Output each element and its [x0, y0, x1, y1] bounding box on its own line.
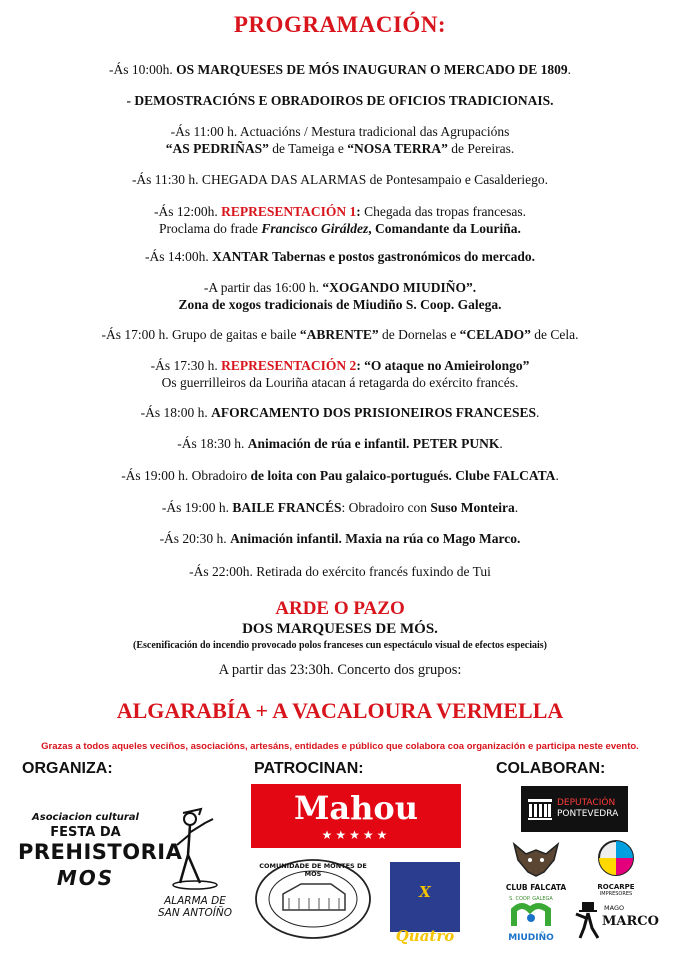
group-name: “NOSA TERRA” [347, 140, 448, 156]
program-item-1 [0, 62, 680, 79]
logo-text: SAN ANTOÍÑO [158, 907, 232, 919]
item-punct: . [514, 500, 519, 515]
program-item-6 [0, 249, 680, 266]
representation-label: REPRESENTACIÓN 2 [221, 358, 357, 373]
section-patrocinan: PATROCINAN: [254, 760, 364, 777]
item-text: de Tameiga e [268, 140, 348, 156]
logo-text: Mahou [293, 789, 419, 827]
wolf-head-icon [506, 838, 566, 878]
item-title: DEMOSTRACIÓNS E OBRADOIROS DE OFICIOS TRADICIONAIS. [134, 93, 554, 108]
item-punct: . [567, 62, 572, 77]
item-text: Zona de xogos tradicionais de Miudiño S. Coop. Galega. [178, 296, 502, 312]
item-punct: : [356, 204, 361, 219]
alarma-logo [155, 805, 235, 925]
falcata-logo [503, 838, 569, 894]
item-title: Animación infantil. Maxia na rúa co Mago Marco. [230, 531, 521, 546]
bands-headline: ALGARABÍA + A VACALOURA VERMELLA [116, 698, 564, 723]
item-title: OS MARQUESES DE MÓS INAUGURAN O MERCADO DE 1809 [176, 62, 568, 77]
miudino-mark-icon [508, 902, 554, 928]
finale-title: ARDE O PAZO [275, 598, 405, 619]
logo-text: Asociacion cultural [32, 812, 139, 823]
building-columns-icon [527, 797, 553, 821]
item-time: -Ás 20:30 h. [159, 531, 231, 546]
finale-subtitle: DOS MARQUESES DE MÓS. [242, 621, 438, 637]
item-title: “XOGANDO MIUDIÑO” [322, 280, 473, 295]
item-title: de loita con Pau galaico-portugués. Clube FALCATA [250, 468, 556, 483]
item-time: -Ás 12:00h. [153, 204, 222, 219]
item-title: XANTAR Tabernas e postos gastronómicos do mercado. [212, 249, 536, 264]
logo-text: X Quatro [395, 883, 455, 945]
item-time: -Ás 17:00 h. Grupo de gaitas e baile [101, 327, 300, 342]
program-item-11 [0, 436, 680, 453]
item-punct: . [472, 280, 477, 295]
item-time: -Ás 10:00h. [108, 62, 177, 77]
item-text: de Cela. [530, 327, 579, 342]
item-line: -Ás 11:30 h. CHEGADA DAS ALARMAS de Pontesampaio e Casalderiego. [131, 172, 549, 187]
item-text: Proclama do frade [159, 220, 262, 236]
logo-text: FESTA DA [50, 825, 121, 840]
item-text: de Pereiras. [447, 140, 515, 156]
item-text: de Dornelas e [378, 327, 460, 342]
item-title: Animación de rúa e infantil. PETER PUNK [247, 436, 500, 451]
item-line: Os guerrilleiros da Louriña atacan á retagarda do exército francés. [161, 374, 519, 390]
item-title: AFORCAMENTO DOS PRISIONEIROS FRANCESES [211, 405, 537, 420]
program-item-12 [0, 468, 680, 485]
item-text: , Comandante da Louriña. [368, 220, 521, 236]
comunidade-logo [253, 858, 373, 940]
magician-icon [574, 900, 604, 940]
item-time: -Ás 18:00 h. [140, 405, 212, 420]
rocarpe-logo [588, 838, 644, 897]
deputacion-logo [521, 786, 628, 832]
person-name: Francisco Giráldez [261, 220, 369, 236]
logo-text: MAGO [604, 904, 625, 912]
item-punct: . [536, 405, 540, 420]
item-line: -Ás 11:00 h. Actuacións / Mestura tradicional das Agrupacións [170, 124, 510, 139]
logo-text: MOS [56, 866, 115, 890]
soldier-figure-icon [155, 805, 235, 890]
program-item-10 [0, 405, 680, 422]
item-punct: . [499, 436, 503, 451]
item-text: : Obradoiro con [341, 500, 431, 515]
stars-icon: ★★★★★ [321, 828, 391, 842]
item-time: -Ás 19:00 h. [161, 500, 233, 515]
section-colaboran: COLABORAN: [496, 760, 606, 777]
representation-label: REPRESENTACIÓN 1 [221, 204, 357, 219]
logo-text: MARCO [602, 914, 659, 929]
program-item-8 [0, 327, 680, 344]
program-item-5 [0, 204, 680, 237]
program-item-13 [0, 500, 680, 517]
group-name: “AS PEDRIÑAS” [165, 140, 269, 156]
logo-text: espectáculos [403, 958, 447, 966]
logo-text: MIUDIÑO [508, 933, 554, 943]
person-name: Suso Monteira [430, 500, 515, 515]
item-text: Chegada das tropas francesas. [360, 204, 527, 219]
logo-text: ROCARPE [597, 883, 635, 891]
item-time: -Ás 14:00h. [144, 249, 213, 264]
item-title: : “O ataque no Amieirolongo” [356, 358, 530, 373]
cmyk-circles-icon [594, 838, 638, 878]
item-line: -Ás 22:00h. Retirada do exército francés fuxindo de Tui [189, 564, 491, 579]
item-dash: - [126, 93, 135, 108]
item-title: BAILE FRANCÉS [232, 500, 342, 515]
item-time: -Ás 19:00 h. Obradoiro [121, 468, 251, 483]
logo-text: ALARMA DE [164, 895, 226, 907]
logo-text: IMPRESORES [599, 891, 633, 897]
logo-text: S. COOP. GALEGA [509, 896, 553, 902]
logo-text: PONTEVEDRA [557, 809, 619, 819]
program-item-9 [0, 358, 680, 391]
item-time: -A partir das 16:00 h. [203, 280, 323, 295]
logo-text: COMUNIDADE DE MONTES DE MOS [259, 862, 367, 878]
logo-text: DEPUTACIÓN [557, 798, 616, 808]
item-time: -Ás 17:30 h. [150, 358, 222, 373]
mahou-logo [251, 784, 461, 848]
program-item-3 [0, 124, 680, 157]
section-organiza: ORGANIZA: [22, 760, 113, 777]
program-item-2 [0, 93, 680, 110]
prehistoria-logo [18, 812, 183, 912]
program-item-7 [0, 280, 680, 313]
group-name: “ABRENTE” [299, 327, 379, 342]
page-title: PROGRAMACIÓN: [233, 12, 447, 37]
program-item-15 [0, 564, 680, 581]
concert-line: A partir das 23:30h. Concerto dos grupos: [218, 662, 462, 678]
program-item-4 [0, 172, 680, 189]
logo-text: PREHISTORIA [18, 840, 183, 864]
mago-marco-logo [574, 900, 659, 944]
program-item-14 [0, 531, 680, 548]
item-time: -Ás 18:30 h. [177, 436, 248, 451]
miudino-logo [498, 896, 564, 946]
finale-note: (Escenificación do incendio provocado polos franceses cun espectáculo visual de efectos especiais) [133, 640, 547, 651]
xquatro-logo [390, 862, 460, 966]
item-punct: . [555, 468, 559, 483]
thanks-line: Grazas a todos aqueles veciños, asociacións, artesáns, entidades e público que colabora coa organización e participa neste evento. [41, 741, 639, 752]
logo-text: CLUB FALCATA [505, 883, 567, 892]
group-name: “CELADO” [459, 327, 531, 342]
